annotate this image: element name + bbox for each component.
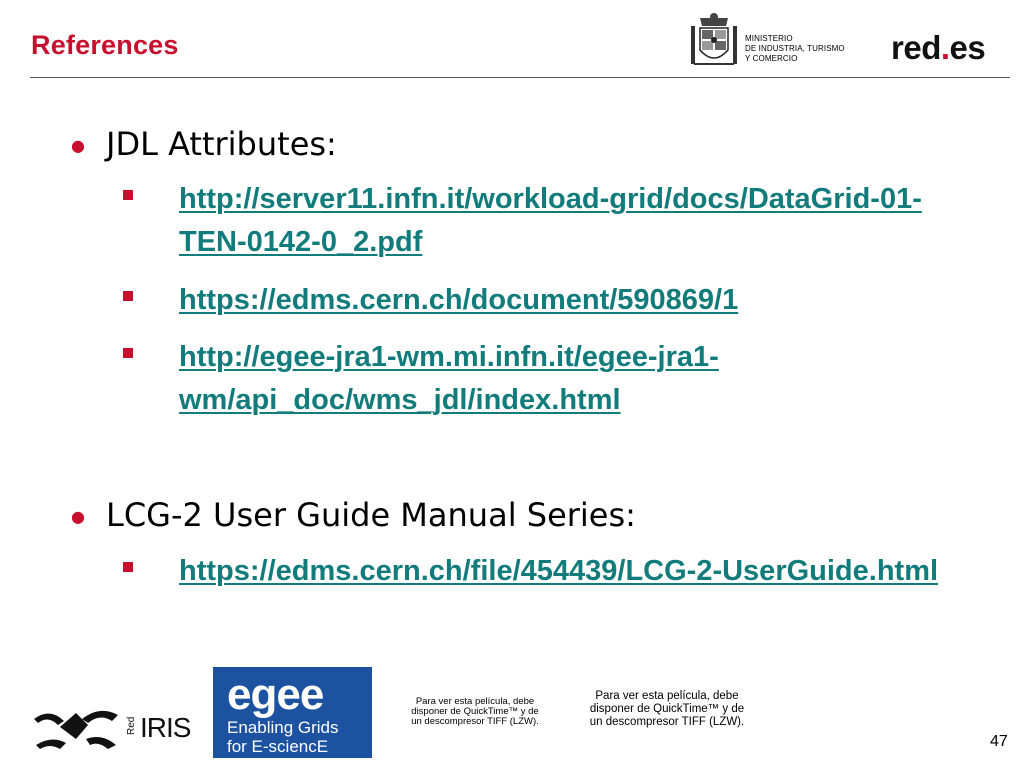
link-edms-document[interactable]: https://edms.cern.ch/document/590869/1 bbox=[179, 284, 739, 316]
coat-of-arms-icon bbox=[688, 12, 740, 70]
square-bullet-icon bbox=[123, 562, 133, 572]
slide-title: References bbox=[31, 30, 179, 60]
ministry-name: MINISTERIO DE INDUSTRIA, TURISMO Y COMERCIO bbox=[745, 34, 845, 63]
page-number: 47 bbox=[990, 733, 1008, 750]
egee-tagline-1: Enabling Grids bbox=[227, 718, 339, 737]
list-item bbox=[123, 336, 973, 426]
square-bullet-icon bbox=[123, 190, 133, 200]
redes-logo: red.es bbox=[891, 29, 986, 66]
bullet-dot-icon: ● bbox=[71, 507, 85, 526]
list-item bbox=[123, 178, 973, 268]
rediris-emblem-icon bbox=[30, 705, 122, 753]
square-bullet-icon bbox=[123, 291, 133, 301]
list-item bbox=[123, 279, 973, 324]
square-bullet-icon bbox=[123, 348, 133, 358]
quicktime-placeholder-2: Para ver esta película, debe disponer de QuickTime™ y de un descompresor TIFF (LZW). bbox=[589, 690, 745, 728]
list-item bbox=[123, 550, 973, 640]
link-wms-jdl-index[interactable]: http://egee-jra1-wm.mi.infn.it/egee-jra1-wm/api_doc/wms_jdl/index.html bbox=[179, 341, 719, 416]
bullet-dot-icon: ● bbox=[71, 136, 85, 155]
link-lcg2-userguide[interactable]: https://edms.cern.ch/file/454439/LCG-2-UserGuide.html bbox=[179, 555, 939, 587]
egee-tagline-2: for E-sciencE bbox=[227, 737, 329, 756]
rediris-logo: Red IRIS bbox=[30, 705, 190, 755]
quicktime-placeholder-1: Para ver esta película, debe disponer de QuickTime™ y de un descompresor TIFF (LZW). bbox=[411, 696, 539, 727]
egee-logo bbox=[213, 667, 372, 758]
egee-brand: egee bbox=[227, 670, 324, 719]
link-datagrid-pdf[interactable]: http://server11.infn.it/workload-grid/docs/DataGrid-01-TEN-0142-0_2.pdf bbox=[179, 183, 922, 258]
ministry-logo bbox=[688, 12, 878, 70]
header-divider bbox=[30, 77, 1010, 78]
